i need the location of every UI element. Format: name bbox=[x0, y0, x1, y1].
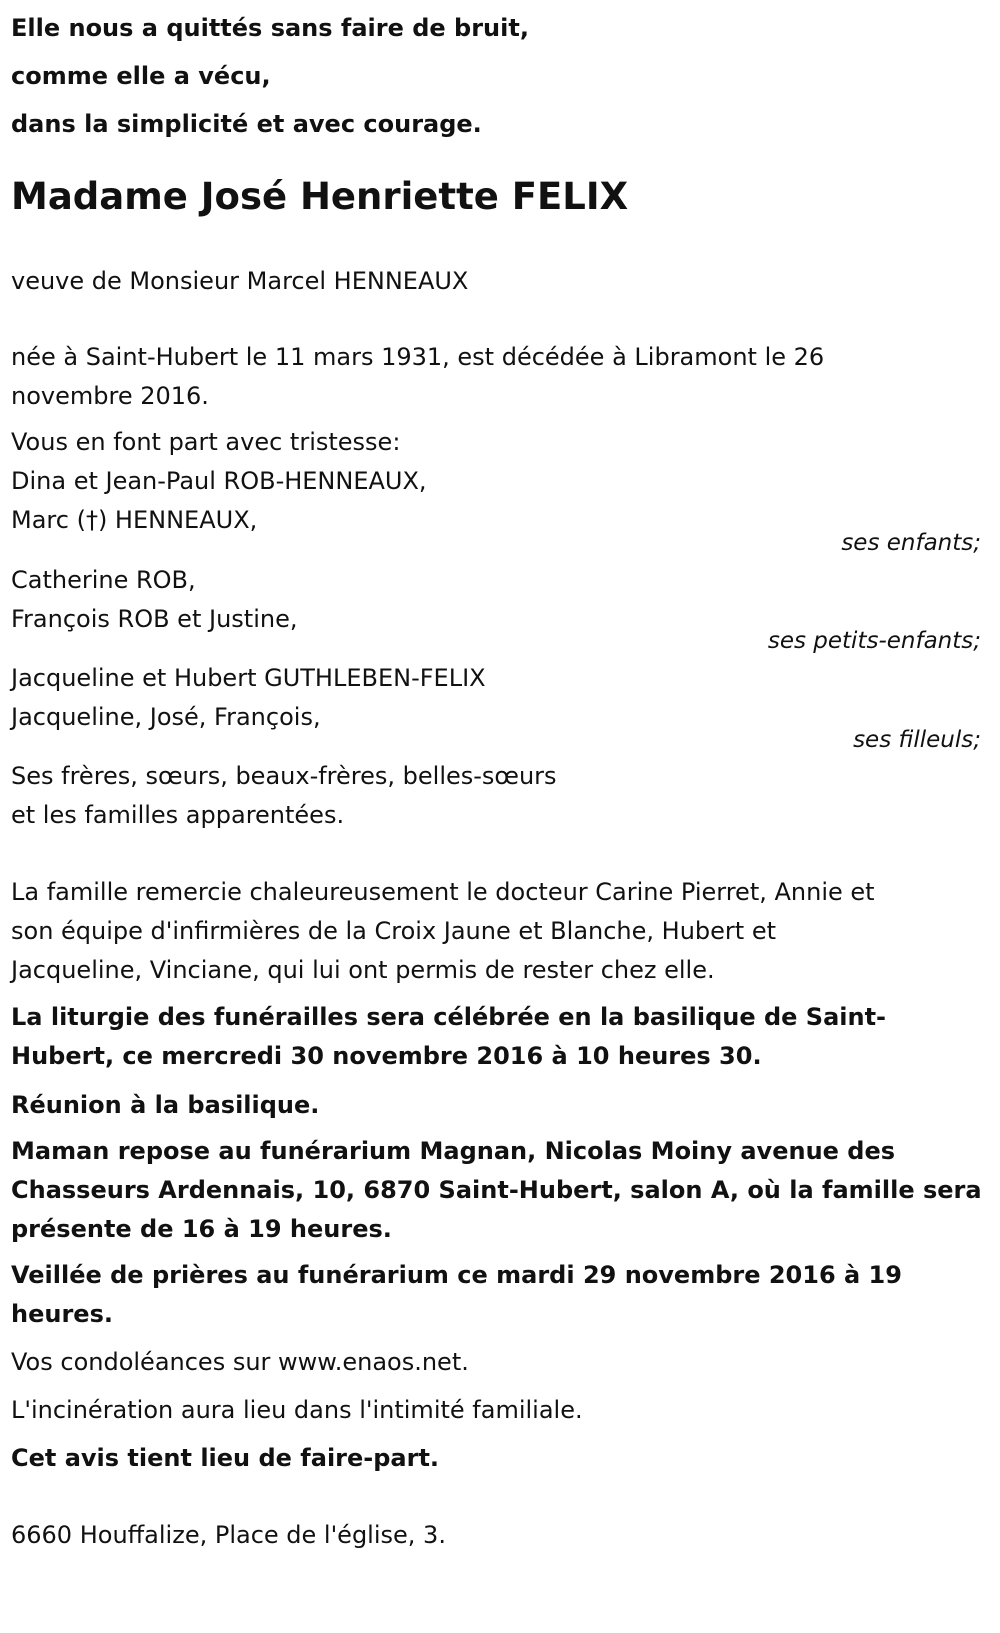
announce-intro: Vous en font part avec tristesse: bbox=[11, 428, 401, 456]
godchildren-label: ses filleuls; bbox=[853, 727, 981, 753]
epigraph bbox=[11, 4, 989, 148]
liturgy-block bbox=[11, 998, 989, 1076]
thanks-line: La famille remercie chaleureusement le docteur Carine Pierret, Annie et bbox=[11, 878, 875, 906]
family-line: Ses frères, sœurs, beaux-frères, belles-sœurs bbox=[11, 762, 557, 790]
vigil-line: Veillée de prières au funérarium ce mardi 29 novembre 2016 à 19 bbox=[11, 1261, 902, 1289]
thanks-line: son équipe d'infirmières de la Croix Jaune et Blanche, Hubert et bbox=[11, 917, 776, 945]
family-line: et les familles apparentées. bbox=[11, 801, 345, 829]
widow-line: veuve de Monsieur Marcel HENNEAUX bbox=[11, 267, 469, 295]
cremation-line: L'incinération aura lieu dans l'intimité familiale. bbox=[11, 1396, 583, 1424]
godchild-entry: Jacqueline, José, François, bbox=[11, 703, 321, 731]
godchild-entry: Jacqueline et Hubert GUTHLEBEN-FELIX bbox=[11, 664, 486, 692]
thanks-block bbox=[11, 873, 989, 990]
rest-line: Chasseurs Ardennais, 10, 6870 Saint-Hubert, salon A, où la famille sera bbox=[11, 1176, 982, 1204]
rest-line: Maman repose au funérarium Magnan, Nicolas Moiny avenue des bbox=[11, 1137, 896, 1165]
liturgy-line: La liturgie des funérailles sera célébrée en la basilique de Saint- bbox=[11, 1003, 887, 1031]
address-line: 6660 Houffalize, Place de l'église, 3. bbox=[11, 1521, 446, 1549]
child-entry: Dina et Jean-Paul ROB-HENNEAUX, bbox=[11, 467, 427, 495]
rest-line: présente de 16 à 19 heures. bbox=[11, 1215, 392, 1243]
liturgy-line: Hubert, ce mercredi 30 novembre 2016 à 10 heures 30. bbox=[11, 1042, 762, 1070]
vigil-block bbox=[11, 1256, 989, 1334]
rest-block bbox=[11, 1132, 989, 1249]
meeting-line: Réunion à la basilique. bbox=[11, 1091, 320, 1119]
birth-death-line: novembre 2016. bbox=[11, 382, 209, 410]
grandchildren-label: ses petits-enfants; bbox=[767, 628, 981, 654]
notice-line: Cet avis tient lieu de faire-part. bbox=[11, 1444, 440, 1472]
grandchild-entry: Catherine ROB, bbox=[11, 566, 196, 594]
epigraph-line: dans la simplicité et avec courage. bbox=[11, 110, 482, 138]
vigil-line: heures. bbox=[11, 1300, 113, 1328]
epigraph-line: comme elle a vécu, bbox=[11, 62, 271, 90]
children-label: ses enfants; bbox=[841, 530, 981, 556]
child-entry: Marc (†) HENNEAUX, bbox=[11, 506, 258, 534]
deceased-name: Madame José Henriette FELIX bbox=[11, 175, 629, 218]
birth-death-line: née à Saint-Hubert le 11 mars 1931, est décédée à Libramont le 26 bbox=[11, 343, 825, 371]
grandchild-entry: François ROB et Justine, bbox=[11, 605, 298, 633]
condolences-line: Vos condoléances sur www.enaos.net. bbox=[11, 1348, 469, 1376]
epigraph-line: Elle nous a quittés sans faire de bruit, bbox=[11, 14, 529, 42]
family-block bbox=[11, 757, 989, 835]
thanks-line: Jacqueline, Vinciane, qui lui ont permis de rester chez elle. bbox=[11, 956, 715, 984]
birth-death bbox=[11, 338, 989, 416]
